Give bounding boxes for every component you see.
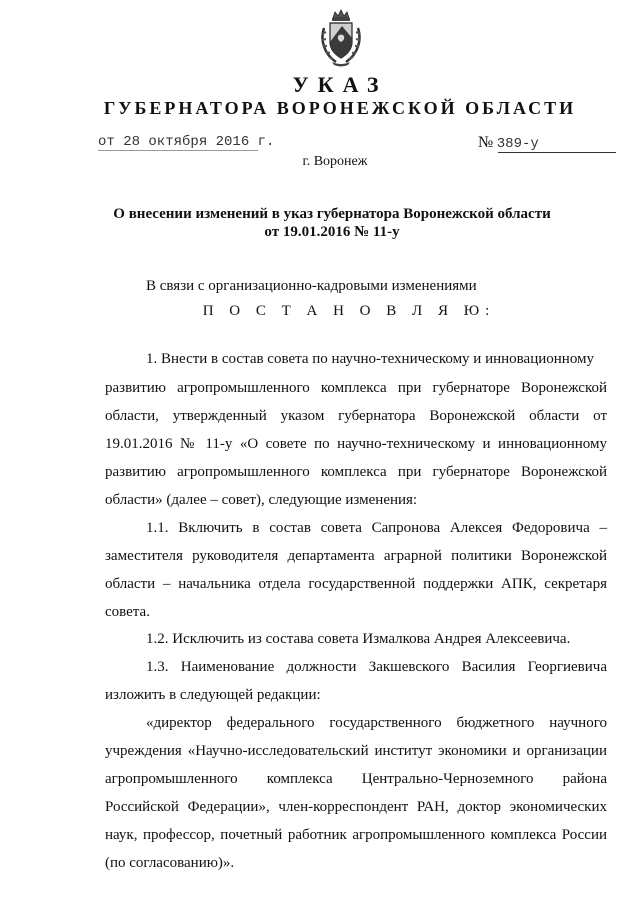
body-line: 1.2. Исключить из состава совета Измалкова Андрея Алексеевича. xyxy=(146,631,571,647)
body-line: совета. xyxy=(105,604,150,620)
decree-word: П О С Т А Н О В Л Я Ю: xyxy=(202,303,496,319)
body-line: Российской Федерации», член-корреспондент РАН, доктор экономических xyxy=(105,799,607,815)
number-sign: № xyxy=(478,134,494,151)
decree-number xyxy=(478,134,539,152)
body-line: заместителя руководителя департамента аграрной политики Воронежской xyxy=(105,548,607,564)
subject-line-1: О внесении изменений в указ губернатора Воронежской области xyxy=(113,206,551,222)
body-line: развитию агропромышленного комплекса при губернаторе Воронежской xyxy=(105,464,607,480)
body-line: агропромышленного комплекса Центрально-Черноземного района xyxy=(105,771,607,787)
body-line: (по согласованию)». xyxy=(105,855,235,871)
issue-city: г. Воронеж xyxy=(302,154,368,169)
body-line: 19.01.2016 № 11-у «О совете по научно-техническому и инновационному xyxy=(105,436,607,452)
date-underline xyxy=(98,150,258,151)
body-line: 1.1. Включить в состав совета Сапронова Алексея Федоровича – xyxy=(146,520,607,536)
number-value: 389-у xyxy=(496,136,539,152)
body-line: 1. Внести в состав совета по научно-техническому и инновационному xyxy=(146,351,595,367)
document-title: УКАЗ xyxy=(292,72,388,97)
coat-of-arms-icon xyxy=(318,8,364,68)
body-line: области – начальника отдела государственной поддержки АПК, секретаря xyxy=(105,576,607,592)
preamble: В связи с организационно-кадровыми изменениями xyxy=(146,278,477,294)
subject-line-2: от 19.01.2016 № 11-у xyxy=(264,224,400,240)
decree-date: от 28 октября 2016 г. xyxy=(98,134,275,150)
document-issuer: ГУБЕРНАТОРА ВОРОНЕЖСКОЙ ОБЛАСТИ xyxy=(103,98,577,118)
body-line: развитию агропромышленного комплекса при губернаторе Воронежской xyxy=(105,380,607,396)
body-line: учреждения «Научно-исследовательский институт экономики и организации xyxy=(105,743,607,759)
body-line: изложить в следующей редакции: xyxy=(105,687,321,703)
body-line: 1.3. Наименование должности Закшевского Василия Георгиевича xyxy=(146,659,607,675)
body-line: наук, профессор, почетный работник агропромышленного комплекса России xyxy=(105,827,607,843)
body-line: области» (далее – совет), следующие изменения: xyxy=(105,492,418,508)
body-line: «директор федерального государственного бюджетного научного xyxy=(146,715,607,731)
number-underline xyxy=(498,152,616,153)
body-line: области, утвержденный указом губернатора Воронежской области от xyxy=(105,408,607,424)
